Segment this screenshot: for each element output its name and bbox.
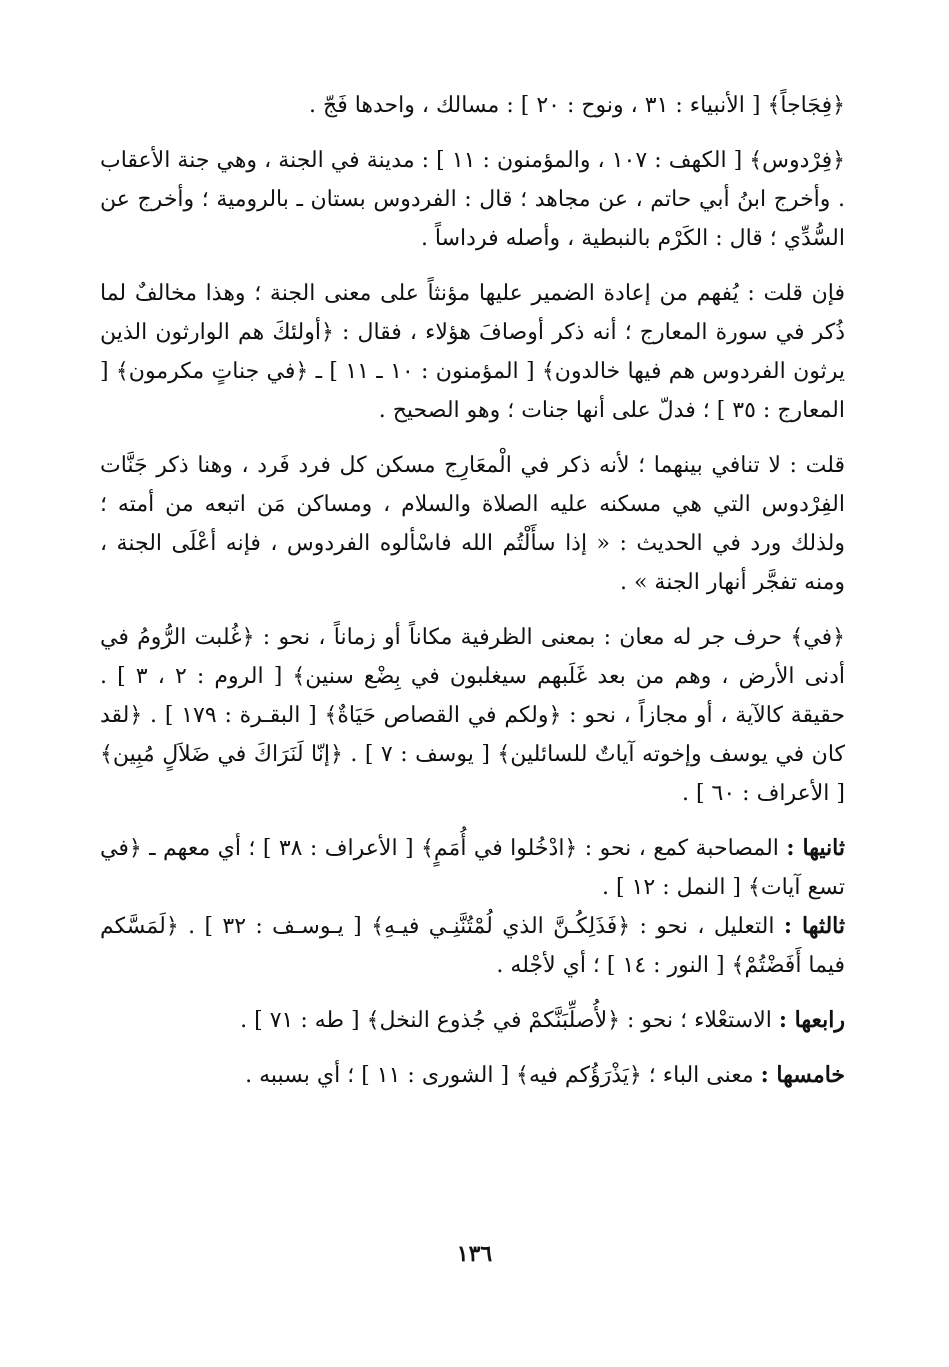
paragraph-fifth-meaning <box>100 1056 845 1095</box>
paragraph-text: ﴿فِجَاجاً﴾ [ الأنبياء : ٣١ ، ونوح : ٢٠ ] : مسالك ، واحدها فَجّ . <box>309 93 845 118</box>
paragraph-text: فإن قلت : يُفهم من إعادة الضمير عليها مؤنثاً على معنى الجنة ؛ وهذا مخالفٌ لما ذُكر في سورة المعارج ؛ أنه ذكر أوصافَ هؤلاء ، فقال : ﴿أولئكَ هم الوارثون الذين يرثون الفردوس هم فيها خالدون﴾ [ المؤمنون : ١٠ ـ ١١ ] ـ ﴿في جناتٍ مكرمون﴾ [ المعارج : ٣٥ ] ؛ فدلّ على أنها جنات ؛ وهو الصحيح . <box>100 281 845 423</box>
paragraph-text: قلت : لا تنافي بينهما ؛ لأنه ذكر في الْمعَارِج مسكن كل فرد فَرد ، وهنا ذكر جَنَّات الفِرْدوس التي هي مسكنه عليه الصلاة والسلام ، ومساكن مَن اتبعه من أمته ؛ ولذلك ورد في الحديث : « إذا سأَلْتُم الله فاسْألوه الفردوس ، فإنه أعْلَى الجنة ، ومنه تفجَّر أنهار الجنة » . <box>100 453 845 595</box>
paragraph-lead: ثانيها : <box>786 835 845 861</box>
paragraph-lead: خامسها : <box>760 1062 845 1088</box>
paragraph-text: المصاحبة كمع ، نحو : ﴿ادْخُلوا في أُمَمٍ﴾ [ الأعراف : ٣٨ ] ؛ أي معهم ـ ﴿في تسع آيات﴾ [ النمل : ١٢ ] . <box>100 836 845 900</box>
paragraph-fijaj <box>100 86 845 125</box>
paragraph-fourth-meaning <box>100 1001 845 1040</box>
paragraph-lead: ثالثها : <box>783 913 846 939</box>
paragraph-lead: رابعها : <box>778 1007 845 1033</box>
paragraph-reply <box>100 446 845 602</box>
page-body <box>100 86 845 1095</box>
paragraph-objection <box>100 274 845 430</box>
paragraph-text: الاستعْلاء ؛ نحو : ﴿لأُصلِّبَنَّكمْ في جُذوع النخل﴾ [ طه : ٧١ ] . <box>240 1008 779 1033</box>
paragraph-second-meaning <box>100 829 845 907</box>
paragraph-text: معنى الباء ؛ ﴿يَذْرَؤُكم فيه﴾ [ الشورى : ١١ ] ؛ أي بسببه . <box>245 1063 761 1088</box>
paragraph-third-meaning <box>100 907 845 985</box>
paragraph-text: ﴿فِرْدوس﴾ [ الكهف : ١٠٧ ، والمؤمنون : ١١ ] : مدينة في الجنة ، وهي جنة الأعقاب . وأخرج ابنُ أبي حاتم ، عن مجاهد ؛ قال : الفردوس بستان ـ بالرومية ؛ وأخرج عن السُّدِّي ؛ قال : الكَرْم بالنبطية ، وأصله فرداساً . <box>100 148 846 251</box>
paragraph-firdaws <box>100 141 845 258</box>
paragraph-text: التعليل ، نحو : ﴿فَذَلِكُـنَّ الذي لُمْتُنَّنِـي فيـهِ﴾ [ يـوسـف : ٣٢ ] . ﴿لَمَسَّكم فيما أَفَضْتُمْ﴾ [ النور : ١٤ ] ؛ أي لأجْله . <box>100 914 845 978</box>
paragraph-fi-meanings <box>100 618 845 813</box>
page-number: ١٣٦ <box>456 1241 493 1267</box>
paragraph-text: ﴿في﴾ حرف جر له معان : بمعنى الظرفية مكاناً أو زماناً ، نحو : ﴿غُلبت الرُّومُ في أدنى الأرض ، وهم من بعد غَلَبهم سيغلبون في بِضْع سنين﴾ [ الروم : ٢ ، ٣ ] . حقيقة كالآية ، أو مجازاً ، نحو : ﴿ولكم في القصاص حَيَاةٌ﴾ [ البقـرة : ١٧٩ ] . ﴿لقد كان في يوسف وإخوته آياتٌ للسائلين﴾ [ يوسف : ٧ ] . ﴿إنّا لَنَرَاكَ في ضَلاَلٍ مُبِين﴾ [ الأعراف : ٦٠ ] . <box>100 625 846 806</box>
